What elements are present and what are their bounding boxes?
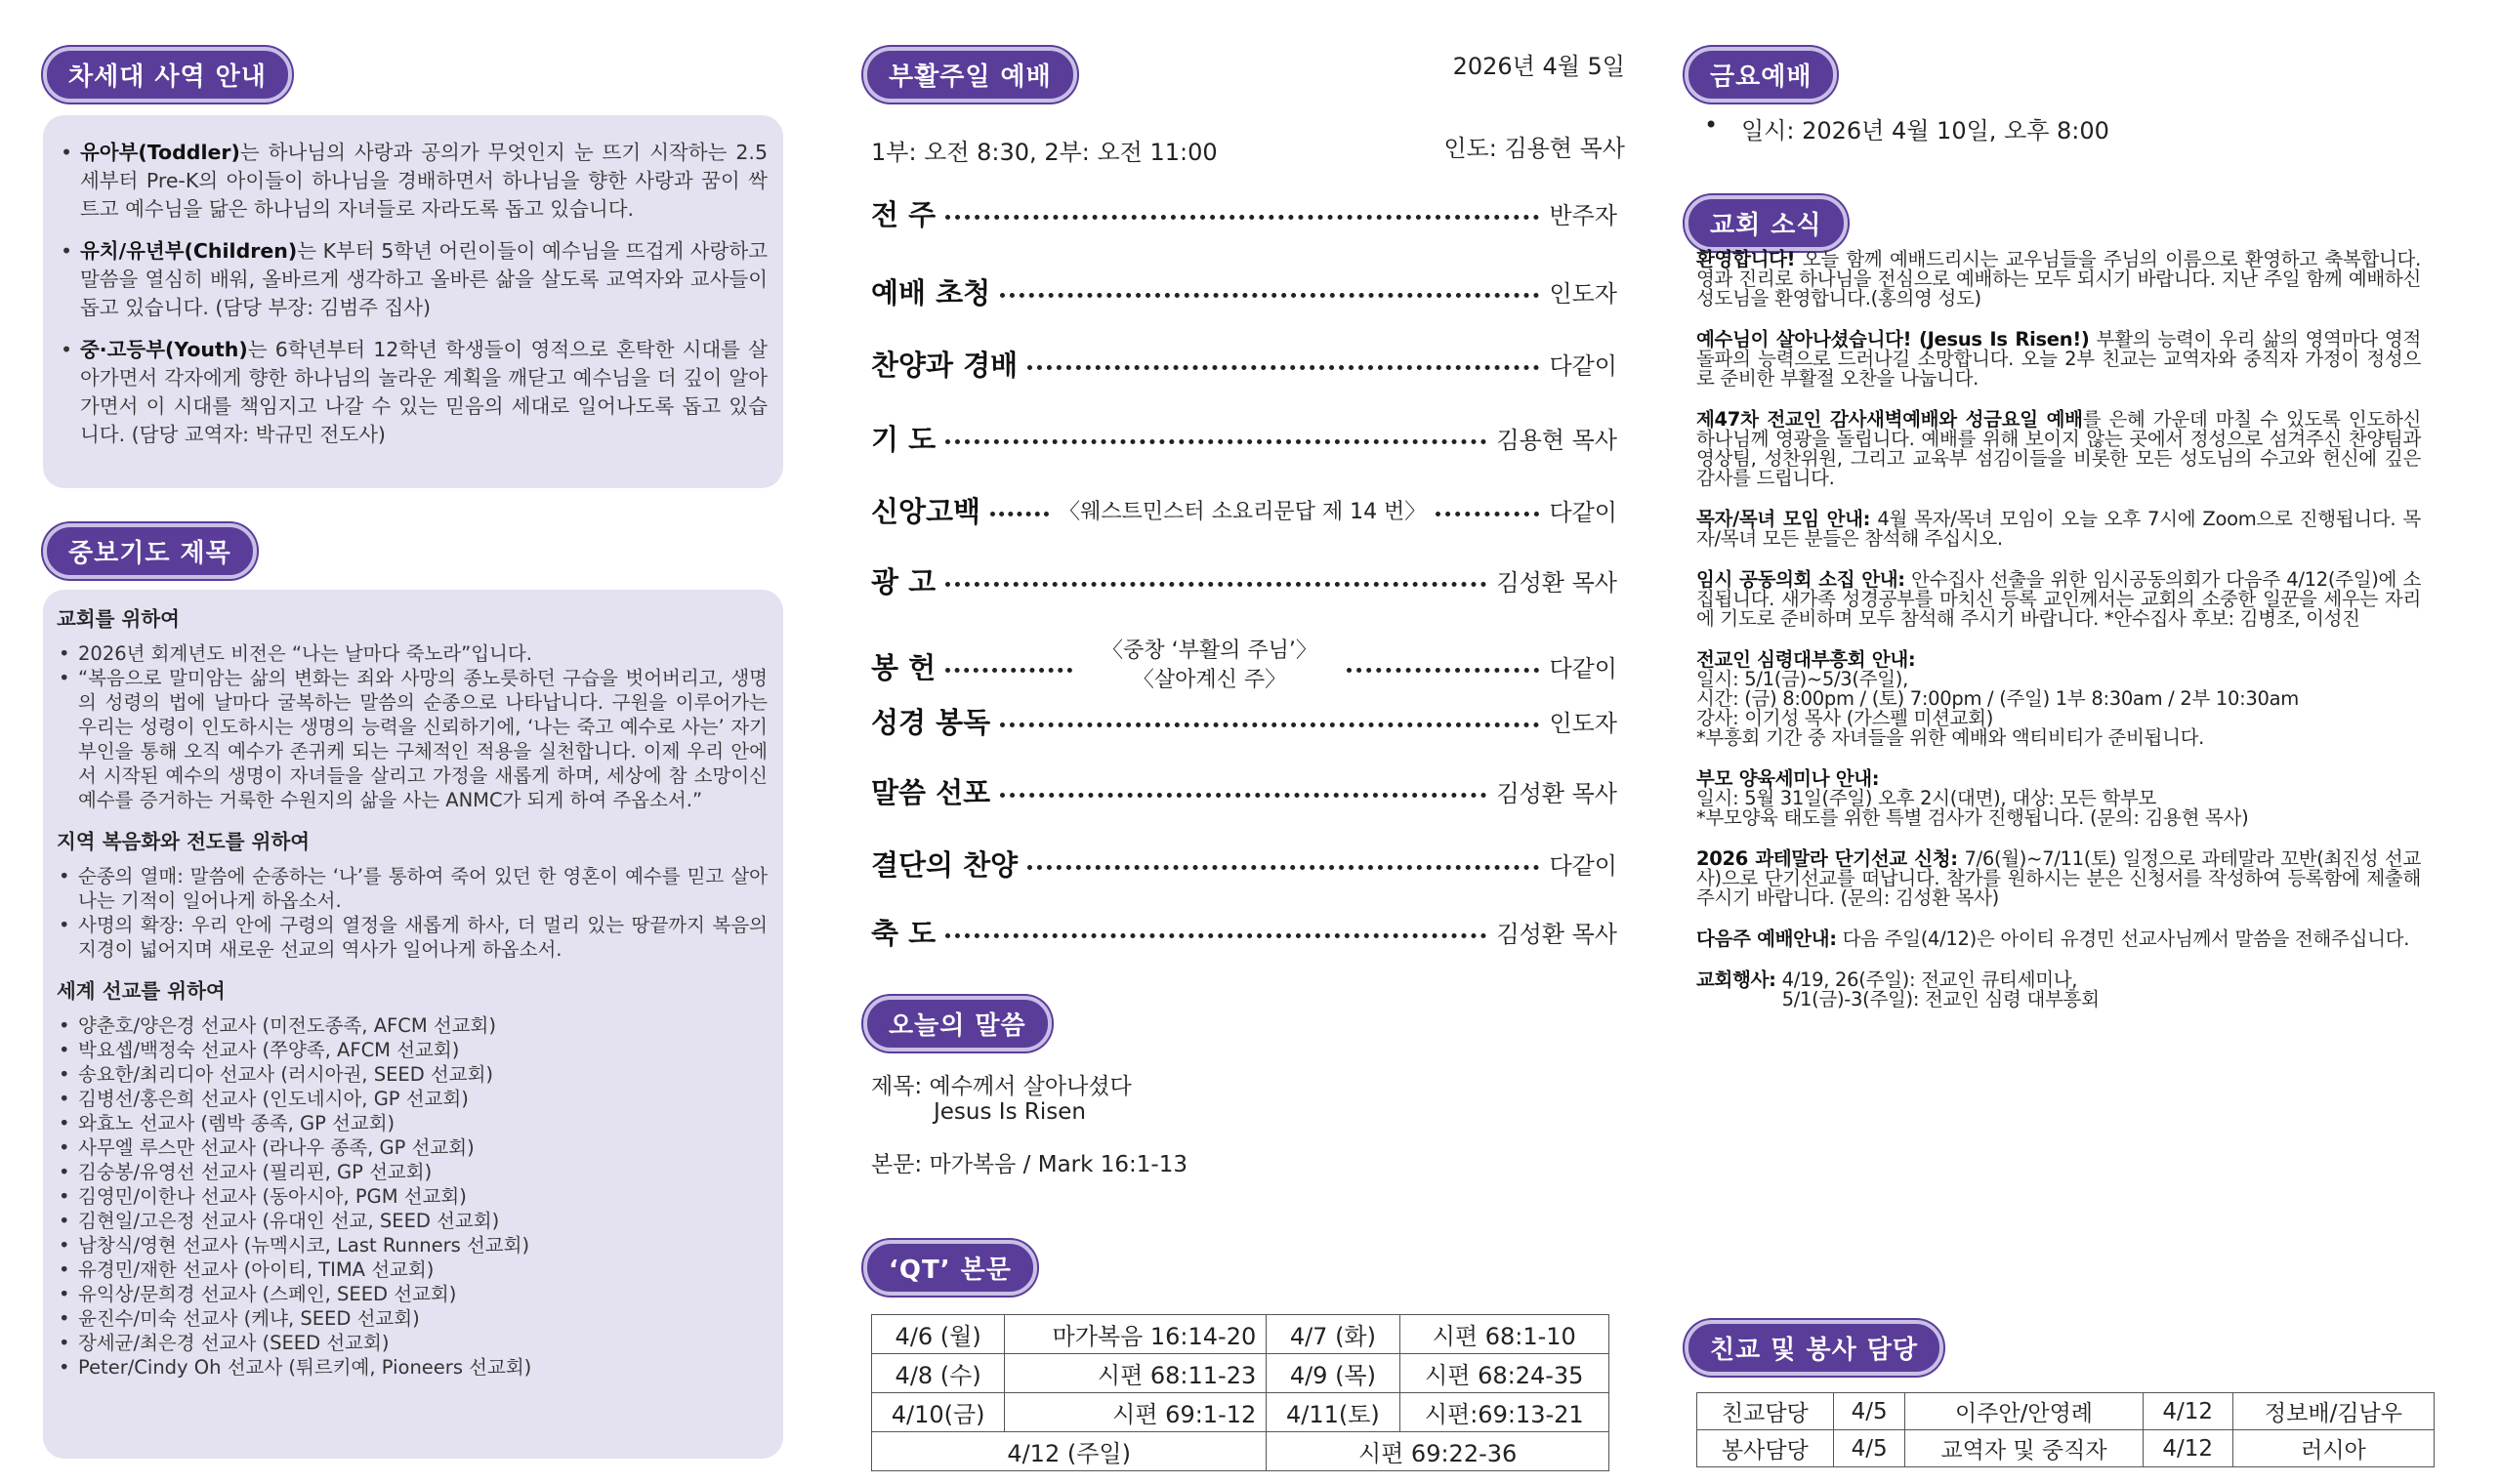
table-cell: 이주안/안영례 bbox=[1905, 1393, 2143, 1430]
service-table bbox=[1696, 1392, 2435, 1467]
order-name: 전 주 bbox=[871, 197, 937, 231]
order-row bbox=[871, 701, 1617, 740]
church-events-list bbox=[1782, 970, 2100, 1010]
missionary-item: • 박요셉/백정숙 선교사 (쭈양족, AFCM 선교회) bbox=[57, 1038, 768, 1062]
table-cell: 친교담당 bbox=[1697, 1393, 1834, 1430]
order-row bbox=[871, 418, 1617, 457]
table-cell: 시편 68:24-35 bbox=[1399, 1354, 1608, 1393]
sermon-subject-en: Jesus Is Risen bbox=[934, 1099, 1086, 1125]
next-gen-item: • 중·고등부(Youth)는 6학년부터 12학년 학생들이 영적으로 혼탁한 시대를 살아가면서 각자에게 향한 하나님의 놀라운 계획을 깨닫고 예수님을 더 깊이 알아가면서 이 시대를 책임지고 나갈 수 있는 믿음의 세대로 일어나도록 돕고 있습니다. (담당 교역자: 박규민 전도사) bbox=[59, 336, 768, 449]
next-gen-panel bbox=[43, 115, 783, 488]
news-item-title: 2026 과테말라 단기선교 신청: bbox=[1696, 847, 1958, 870]
news-item-line: 일시: 5/1(금)~5/3(주일), bbox=[1696, 668, 1908, 690]
qt-title: ‘QT’ 본문 bbox=[863, 1240, 1037, 1296]
table-cell: 시편:69:13-21 bbox=[1399, 1393, 1608, 1432]
prayer-title: 중보기도 제목 bbox=[43, 523, 257, 579]
order-dots bbox=[945, 933, 1486, 938]
order-who: 다같이 bbox=[1549, 851, 1617, 880]
table-cell: 4/12 (주일) bbox=[872, 1432, 1267, 1471]
order-dots bbox=[945, 668, 1072, 673]
order-row bbox=[871, 771, 1617, 810]
table-cell: 4/11(토) bbox=[1267, 1393, 1399, 1432]
order-who: 다같이 bbox=[1549, 654, 1617, 682]
news-item-text: 오늘 함께 예배드리시는 교우님들을 주님의 이름으로 환영하고 축복합니다. 영과 진리로 하나님을 전심으로 예배하는 모두 되시기 바랍니다. 지난 주일 함께 예배하신 성도님을 환영합니다.(홍의영 성도) bbox=[1696, 248, 2421, 309]
word-title: 오늘의 말씀 bbox=[863, 996, 1052, 1051]
table-cell: 4/9 (목) bbox=[1267, 1354, 1399, 1393]
order-row bbox=[871, 490, 1617, 529]
next-gen-item: • 유아부(Toddler)는 하나님의 사랑과 공의가 무엇인지 눈 뜨기 시작하는 2.5세부터 Pre-K의 아이들이 하나님을 경배하면서 하나님을 향한 사랑과 꿈이 싹트고 예수님을 닮은 하나님의 자녀들로 자라도록 돕고 있습니다. bbox=[59, 139, 768, 224]
news-item-text: 부활의 능력이 우리 삶의 영역마다 영적돌파의 능력으로 드러나길 소망합니다. 오늘 2부 친교는 교역자와 중직자 가정이 정성으로 준비한 부활절 오찬을 나눕니다. bbox=[1696, 328, 2422, 390]
table-cell: 4/8 (수) bbox=[872, 1354, 1005, 1393]
news-item-line: *부모양육 태도를 위한 특별 검사가 진행됩니다. (문의: 김용현 목사) bbox=[1696, 806, 2249, 829]
table-row bbox=[872, 1354, 1609, 1393]
missionary-item: • 김현일/고은정 선교사 (유대인 선교, SEED 선교회) bbox=[57, 1209, 768, 1233]
news-item bbox=[1696, 929, 2421, 949]
order-name: 축 도 bbox=[871, 916, 937, 950]
news-item-title: 다음주 예배안내: bbox=[1696, 928, 1837, 950]
news-item-line: 시간: (금) 8:00pm / (토) 7:00pm / (주일) 1부 8:30am / 2부 10:30am bbox=[1696, 687, 2299, 710]
order-who: 인도자 bbox=[1549, 279, 1617, 308]
missionary-item: • 김숭봉/유영선 선교사 (필리핀, GP 선교회) bbox=[57, 1160, 768, 1184]
news-item-text: 안수집사 선출을 위한 임시공동의회가 다음주 4/12(주일)에 소집됩니다. 새가족 성경공부를 마치신 등록 교인께서는 교회의 소중한 일꾼을 세우는 자리에 기도로 준비하며 모두 참석해 주시기 바랍니다. *안수집사 후보: 김병조, 이성진 bbox=[1696, 568, 2421, 630]
order-who: 김용현 목사 bbox=[1496, 426, 1617, 454]
prayer-item: • 사명의 확장: 우리 안에 구령의 열정을 새롭게 하사, 더 멀리 있는 땅끝까지 복음의 지경이 넓어지며 새로운 선교의 역사가 일어나게 하옵소서. bbox=[57, 913, 768, 962]
news-item-line: 강사: 이기성 목사 (가스펠 미션교회) bbox=[1696, 707, 1993, 729]
order-name: 기 도 bbox=[871, 422, 937, 456]
table-row bbox=[1697, 1393, 2435, 1430]
order-dots bbox=[1000, 293, 1539, 298]
friday-title: 금요예배 bbox=[1685, 47, 1837, 103]
missionary-item: • 윤진수/미숙 선교사 (케냐, SEED 선교회) bbox=[57, 1306, 768, 1331]
news-item-title: 부모 양육세미나 안내: bbox=[1696, 767, 1880, 790]
missionary-item: • 유경민/재한 선교사 (아이티, TIMA 선교회) bbox=[57, 1257, 768, 1282]
mission-prayer-heading: 세계 선교를 위하여 bbox=[57, 979, 226, 1003]
missionary-item: • 송요한/최리디아 선교사 (러시아권, SEED 선교회) bbox=[57, 1062, 768, 1087]
missionary-item: • 양춘호/양은경 선교사 (미전도종족, AFCM 선교회) bbox=[57, 1013, 768, 1038]
table-cell: 4/6 (월) bbox=[872, 1315, 1005, 1354]
order-who: 다같이 bbox=[1549, 498, 1617, 526]
order-dots bbox=[945, 215, 1539, 220]
order-dots bbox=[945, 582, 1486, 587]
order-who: 김성환 목사 bbox=[1496, 920, 1617, 948]
order-row bbox=[871, 193, 1617, 232]
order-dots bbox=[945, 439, 1486, 444]
table-cell: 교역자 및 중직자 bbox=[1905, 1430, 2143, 1467]
missionary-list bbox=[57, 1013, 768, 1380]
worship-order bbox=[871, 0, 1617, 976]
order-who: 반주자 bbox=[1549, 201, 1617, 229]
church-prayer-heading: 교회를 위하여 bbox=[57, 607, 180, 631]
order-who: 김성환 목사 bbox=[1496, 779, 1617, 807]
church-event: 5/1(금)-3(주일): 전교인 심령 대부흥회 bbox=[1781, 988, 2100, 1010]
service-title: 친교 및 봉사 담당 bbox=[1685, 1320, 1943, 1376]
table-row bbox=[872, 1315, 1609, 1354]
order-name: 신앙고백 bbox=[871, 494, 981, 528]
table-row bbox=[872, 1393, 1609, 1432]
order-dots bbox=[1436, 512, 1539, 516]
prayer-item: • 2026년 회계년도 비전은 “나는 날마다 죽노라”입니다. bbox=[57, 641, 768, 666]
order-who: 인도자 bbox=[1549, 709, 1617, 737]
order-row bbox=[871, 560, 1617, 599]
sermon-text: 본문: 마가복음 / Mark 16:1-13 bbox=[871, 1152, 1188, 1177]
news-item-title: 환영합니다! bbox=[1696, 248, 1796, 270]
order-dots bbox=[1000, 722, 1539, 727]
news-item bbox=[1696, 570, 2421, 629]
order-middle-line: 〈중창 ‘부활의 주님’〉 bbox=[1102, 639, 1317, 663]
missionary-item: • 남창식/영현 선교사 (뉴멕시코, Last Runners 선교회) bbox=[57, 1233, 768, 1257]
order-middle-line: 〈살아계신 주〉 bbox=[1132, 668, 1287, 692]
table-cell: 정보배/김남우 bbox=[2232, 1393, 2434, 1430]
order-name: 성경 봉독 bbox=[871, 705, 991, 739]
order-name: 예배 초청 bbox=[871, 275, 991, 309]
news-item bbox=[1696, 330, 2421, 389]
table-cell: 시편 68:1-10 bbox=[1399, 1315, 1608, 1354]
table-cell: 4/5 bbox=[1833, 1430, 1905, 1467]
table-cell: 4/7 (화) bbox=[1267, 1315, 1399, 1354]
church-event: 4/19, 26(주일): 전교인 큐티세미나, bbox=[1781, 969, 2078, 991]
news-item-title: 전교인 심령대부흥회 안내: bbox=[1696, 648, 1916, 671]
news-item-title: 임시 공동의회 소집 안내: bbox=[1696, 568, 1905, 591]
order-name: 봉 헌 bbox=[871, 650, 937, 684]
news-item bbox=[1696, 410, 2421, 488]
worship-date: 2026년 4월 5일 bbox=[1452, 53, 1625, 80]
news-item bbox=[1696, 769, 2421, 828]
news-item-text: 를 은혜 가운데 마칠 수 있도록 인도하신 하나님께 영광을 돌립니다. 예배를 위해 보이지 않는 곳에서 정성으로 섬겨주신 찬양팀과 영상팀, 성찬위원, 그리고 교육부 섬김이들을 비롯한 모든 성도님의 수고와 헌신에 깊은 감사를 드립니다. bbox=[1696, 408, 2421, 489]
table-row bbox=[1697, 1430, 2435, 1467]
next-gen-item: • 유치/유년부(Children)는 K부터 5학년 어린이들이 예수님을 뜨겁게 사랑하고 말씀을 열심히 배워, 올바르게 생각하고 올바른 삶을 살도록 교역자와 교사들이 돕고 있습니다. (담당 부장: 김범주 집사) bbox=[59, 237, 768, 322]
news-item-title: 예수님이 살아나셨습니다! (Jesus Is Risen!) bbox=[1696, 328, 2090, 350]
order-dots bbox=[1027, 365, 1539, 370]
missionary-item: • 김영민/이한나 선교사 (동아시아, PGM 선교회) bbox=[57, 1184, 768, 1209]
church-events bbox=[1696, 970, 2421, 1010]
table-cell: 봉사담당 bbox=[1697, 1430, 1834, 1467]
missionary-item: • 김병선/홍은희 선교사 (인도네시아, GP 선교회) bbox=[57, 1087, 768, 1111]
order-dots bbox=[1000, 793, 1486, 798]
news-item bbox=[1696, 650, 2421, 748]
news-item bbox=[1696, 849, 2421, 908]
table-cell: 마가복음 16:14-20 bbox=[1005, 1315, 1267, 1354]
table-row bbox=[872, 1432, 1609, 1471]
order-row bbox=[871, 844, 1617, 883]
news-list bbox=[1696, 250, 2421, 1031]
order-name: 광 고 bbox=[871, 564, 937, 598]
news-item bbox=[1696, 250, 2421, 309]
order-row bbox=[871, 912, 1617, 951]
order-name: 말씀 선포 bbox=[871, 775, 991, 809]
missionary-item: • 와효노 선교사 (렘박 종족, GP 선교회) bbox=[57, 1111, 768, 1135]
local-prayer-heading: 지역 복음화와 전도를 위하여 bbox=[57, 830, 311, 853]
order-dots bbox=[1027, 865, 1539, 870]
table-cell: 시편 69:1-12 bbox=[1005, 1393, 1267, 1432]
prayer-item: • 순종의 열매: 말씀에 순종하는 ‘나’를 통하여 죽어 있던 한 영혼이 예수를 믿고 살아나는 기적이 일어나게 하옵소서. bbox=[57, 864, 768, 913]
next-gen-title: 차세대 사역 안내 bbox=[43, 47, 292, 103]
news-title: 교회 소식 bbox=[1685, 195, 1848, 251]
order-name: 결단의 찬양 bbox=[871, 847, 1019, 882]
order-middle bbox=[1102, 637, 1317, 695]
order-who: 다같이 bbox=[1549, 351, 1617, 380]
worship-title: 부활주일 예배 bbox=[863, 47, 1077, 103]
order-row bbox=[871, 271, 1617, 310]
table-cell: 시편 69:22-36 bbox=[1267, 1432, 1609, 1471]
order-name: 찬양과 경배 bbox=[871, 348, 1019, 382]
news-item bbox=[1696, 510, 2421, 549]
prayer-panel bbox=[43, 590, 783, 1459]
order-row bbox=[871, 344, 1617, 383]
missionary-item: • Peter/Cindy Oh 선교사 (튀르키예, Pioneers 선교회) bbox=[57, 1355, 768, 1380]
table-cell: 4/5 bbox=[1833, 1393, 1905, 1430]
worship-times: 1부: 오전 8:30, 2부: 오전 11:00 bbox=[871, 139, 1218, 166]
order-dots bbox=[990, 512, 1049, 516]
news-item-line: *부흥회 기간 중 자녀들을 위한 예배와 액티비티가 준비됩니다. bbox=[1696, 726, 2205, 749]
friday-info: • 일시: 2026년 4월 10일, 오후 8:00 bbox=[1702, 111, 2109, 145]
order-dots bbox=[1347, 668, 1540, 673]
news-item-title: 목자/목녀 모임 안내: bbox=[1696, 508, 1871, 530]
news-item-text: 다음 주일(4/12)은 아이티 유경민 선교사님께서 말씀을 전해주십니다. bbox=[1836, 928, 2410, 950]
order-row bbox=[871, 631, 1617, 701]
order-middle: 〈웨스트민스터 소요리문답 제 14 번〉 bbox=[1059, 499, 1427, 524]
table-cell: 시편 68:11-23 bbox=[1005, 1354, 1267, 1393]
table-cell: 4/12 bbox=[2143, 1430, 2232, 1467]
news-item-text: 7/6(월)~7/11(토) 일정으로 과테말라 꼬반(최진성 선교사)으로 단기선교를 떠납니다. 참가를 원하시는 분은 신청서를 작성하여 등록함에 제출해 주시기 바랍니다. (문의: 김성환 목사) bbox=[1696, 847, 2421, 909]
news-item-text: 4월 목자/목녀 모임이 오늘 오후 7시에 Zoom으로 진행됩니다. 목자/목녀 모든 분들은 참석해 주십시오. bbox=[1696, 508, 2421, 550]
missionary-item: • 사무엘 루스만 선교사 (라나우 종족, GP 선교회) bbox=[57, 1135, 768, 1160]
table-cell: 러시아 bbox=[2232, 1430, 2434, 1467]
missionary-item: • 유익상/문희경 선교사 (스페인, SEED 선교회) bbox=[57, 1282, 768, 1306]
qt-table bbox=[871, 1314, 1609, 1471]
table-cell: 4/10(금) bbox=[872, 1393, 1005, 1432]
prayer-item: • “복음으로 말미암는 삶의 변화는 죄와 사망의 종노릇하던 구습을 벗어버리고, 생명의 성령의 법에 날마다 굴복하는 말씀의 순종으로 나타납니다. 구원을 이루어가는 우리는 성령이 인도하시는 생명의 능력을 신뢰하기에, ‘나는 죽고 예수로 사는’ 자기 부인을 통해 오직 예수가 존귀케 되는 구체적인 적용을 실천합니다. 이제 우리 안에서 시작된 예수의 생명이 자녀들을 살리고 가정을 새롭게 하며, 세상에 참 소망이신 예수를 증거하는 거룩한 수원지의 삶을 사는 ANMC가 되게 하여 주옵소서.” bbox=[57, 666, 768, 812]
sermon-subject: 제목: 예수께서 살아나셨다 bbox=[871, 1074, 1132, 1099]
table-cell: 4/12 bbox=[2143, 1393, 2232, 1430]
worship-leader: 인도: 김용현 목사 bbox=[1443, 135, 1625, 162]
church-events-label: 교회행사: bbox=[1696, 969, 1776, 991]
news-item-line: 일시: 5월 31일(주일) 오후 2시(대면), 대상: 모든 학부모 bbox=[1696, 787, 2157, 809]
news-item-title: 제47차 전교인 감사새벽예배와 성금요일 예배 bbox=[1696, 408, 2083, 431]
order-who: 김성환 목사 bbox=[1496, 568, 1617, 597]
missionary-item: • 장세균/최은경 선교사 (SEED 선교회) bbox=[57, 1331, 768, 1355]
